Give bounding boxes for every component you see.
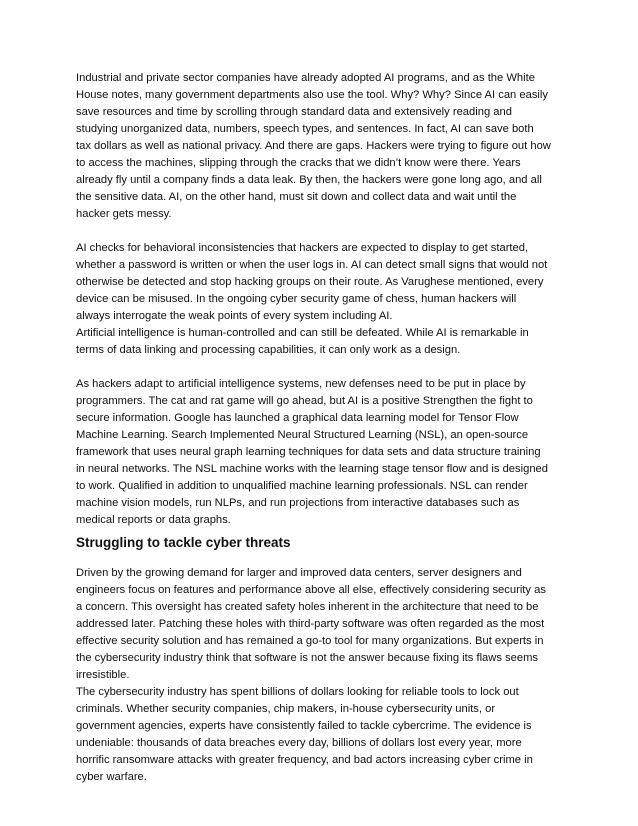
text-line: tax dollars as well as national privacy. And there are gaps. Hackers were trying to figure out how: [76, 140, 551, 152]
paragraph-industry-spending: [76, 684, 566, 786]
text-line: machine vision models, run NLPs, and run projections from interactive databases such as: [76, 497, 520, 509]
text-line: engineers focus on features and performance above all else, effectively considering security as: [76, 584, 546, 596]
text-line: save resources and time by scrolling through standard data and extensively reading and: [76, 106, 512, 118]
paragraph-spacer: [76, 223, 566, 240]
text-line: already fly until a company finds a data leak. By then, the hackers were gone long ago, and all: [76, 174, 542, 186]
text-line: Industrial and private sector companies have already adopted AI programs, and as the White: [76, 72, 535, 84]
text-line: studying unorganized data, numbers, speech types, and sentences. In fact, AI can save both: [76, 123, 534, 135]
paragraph-human-controlled: [76, 325, 566, 359]
text-line: irresistible.: [76, 669, 130, 681]
paragraph-ai-adoption: [76, 70, 566, 223]
text-line: hacker gets messy.: [76, 208, 172, 220]
text-line: device can be misused. In the ongoing cyber security game of chess, human hackers will: [76, 293, 517, 305]
paragraph-behavioral-checks: [76, 240, 566, 325]
text-line: in neural networks. The NSL machine works with the learning stage tensor flow and is designed: [76, 463, 548, 475]
text-line: medical reports or data graphs.: [76, 514, 231, 526]
text-line: AI checks for behavioral inconsistencies that hackers are expected to display to get started,: [76, 242, 529, 254]
paragraph-new-defenses: [76, 376, 566, 529]
text-line: framework that uses neural graph learning techniques for data sets and data structure training: [76, 446, 541, 458]
text-line: undeniable: thousands of data breaches every day, billions of dollars lost every year, more: [76, 737, 522, 749]
document-page: [76, 70, 566, 786]
text-line: The cybersecurity industry has spent billions of dollars looking for reliable tools to lock out: [76, 686, 519, 698]
text-line: Artificial intelligence is human-controlled and can still be defeated. While AI is remarkable in: [76, 327, 529, 339]
text-line: cyber warfare.: [76, 771, 147, 783]
text-line: to work. Qualified in addition to unqualified machine learning professionals. NSL can render: [76, 480, 528, 492]
text-line: a concern. This oversight has created safety holes inherent in the architecture that need to be: [76, 601, 539, 613]
text-line: government agencies, experts have consistently failed to tackle cybercrime. The evidence is: [76, 720, 532, 732]
text-line: always interrogate the weak points of every system including AI.: [76, 310, 393, 322]
text-line: horrific ransomware attacks with greater frequency, and bad actors increasing cyber crime in: [76, 754, 533, 766]
paragraph-spacer: [76, 359, 566, 376]
text-line: to access the machines, slipping through the cracks that we didn’t know were there. Years: [76, 157, 521, 169]
text-line: otherwise be detected and stop hacking groups on their route. As Varughese mentioned, every: [76, 276, 544, 288]
text-line: House notes, many government departments also use the tool. Why? Why? Since AI can easily: [76, 89, 548, 101]
text-line: secure information. Google has launched a graphical data learning model for Tensor Flow: [76, 412, 519, 424]
text-line: Machine Learning. Search Implemented Neural Structured Learning (NSL), an open-source: [76, 429, 529, 441]
text-line: As hackers adapt to artificial intelligence systems, new defenses need to be put in place by: [76, 378, 526, 390]
text-line: terms of data linking and processing capabilities, it can only work as a design.: [76, 344, 461, 356]
text-line: the sensitive data. AI, on the other hand, must sit down and collect data and wait until the: [76, 191, 517, 203]
paragraph-data-centers: [76, 565, 566, 684]
text-line: addressed later. Patching these holes with third-party software was often regarded as the most: [76, 618, 545, 630]
text-line: whether a password is written or when the user logs in. AI can detect small signs that would not: [76, 259, 548, 271]
section-heading: Struggling to tackle cyber threats: [76, 535, 291, 550]
text-line: programmers. The cat and rat game will go ahead, but AI is a positive Strengthen the fight to: [76, 395, 533, 407]
text-line: the cybersecurity industry think that software is not the answer because fixing its flaws seems: [76, 652, 539, 664]
text-line: Driven by the growing demand for larger and improved data centers, server designers and: [76, 567, 522, 579]
text-line: effective security solution and has remained a go-to tool for many organizations. But experts in: [76, 635, 544, 647]
text-line: criminals. Whether security companies, chip makers, in-house cybersecurity units, or: [76, 703, 496, 715]
